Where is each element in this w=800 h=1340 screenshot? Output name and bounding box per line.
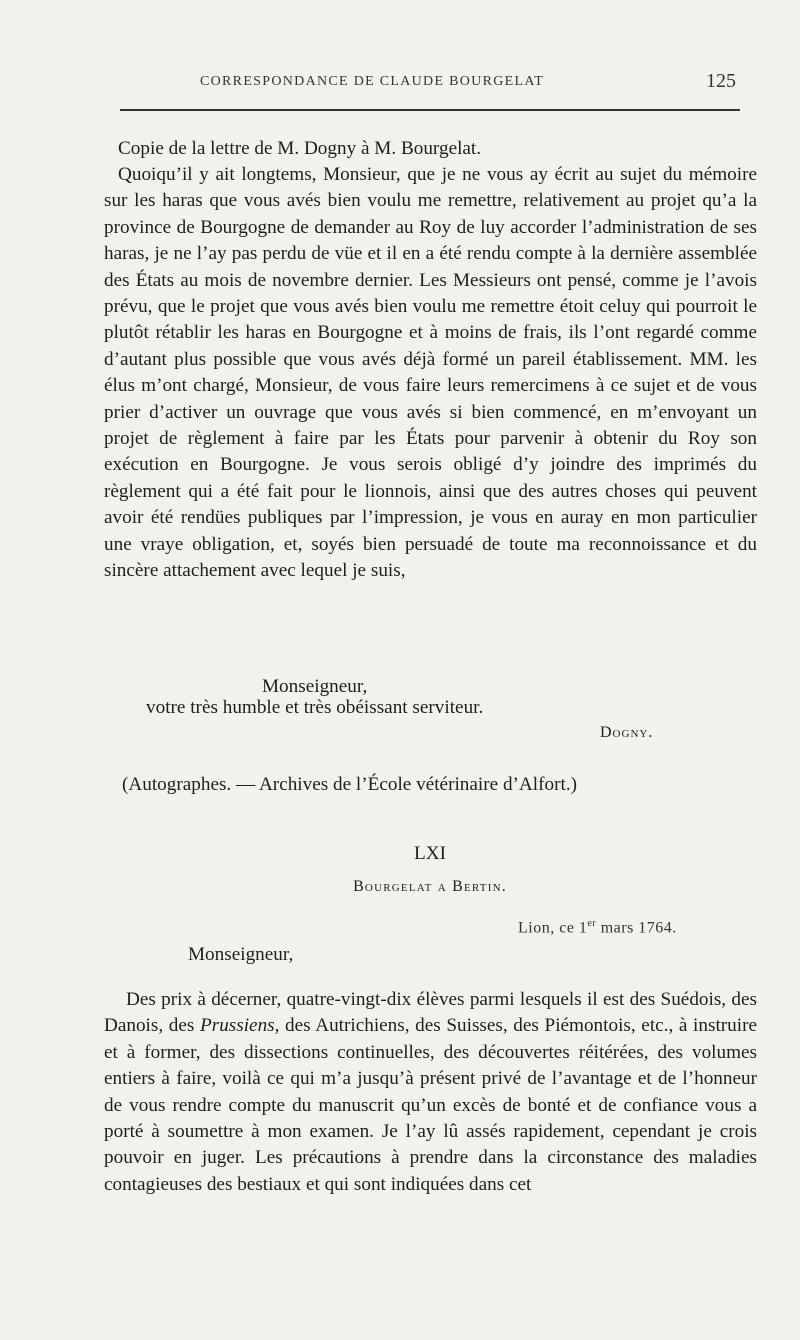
dateline [518,918,677,937]
dateline-text: Lion, ce 1 [518,919,588,937]
signature-dogny: Dogny. [600,724,654,741]
paragraph-text: Des prix à décerner, quatre-vingt-dix élèves parmi lesquels il est des Suédois, des Danois, des [104,989,757,1037]
dateline-text-end: mars 1764. [596,919,677,937]
closing-salutation: Monseigneur, [262,676,368,697]
running-head-title: CORRESPONDANCE DE CLAUDE BOURGELAT [200,74,545,89]
closing-formula: votre très humble et très obéissant serviteur. [146,697,484,718]
salutation: Monseigneur, [188,944,294,965]
bourgelat-letter-paragraph [104,987,757,1198]
source-note: (Autographes. — Archives de l’École vétérinaire d’Alfort.) [122,774,577,795]
header-rule-divider [120,109,740,111]
dateline-superscript: er [587,918,597,929]
letter-heading: Bourgelat a Bertin. [353,878,507,895]
dogny-letter-paragraph: Quoiqu’il y ait longtems, Monsieur, que je ne vous ay écrit au sujet du mémoire sur les haras que vous avés bien voulu me remettre, relativement au projet qu’a la province de Bourgogne de demander au Roy de luy accorder l’administration de ses haras, je ne l’ay pas perdu de vüe et il en a été rendu compte à la dernière assemblée des États au mois de novembre dernier. Les Messieurs ont pensé, comme je l’avois prévu, que le projet que vous avés bien voulu me remettre étoit celuy qui pourroit le plutôt rétablir les haras en Bourgogne et à moins de frais, ils l’ont regardé comme d’autant plus possible que vous avés déjà formé un pareil établissement. MM. les élus m’ont chargé, Monsieur, de vous faire leurs remercimens à ce sujet et de vous prier d’activer un ouvrage que vous avés si bien commencé, en m’envoyant un projet de règlement à faire par les États pour parvenir à obtenir du Roy son exécution en Bourgogne. Je vous serois obligé d’y joindre des imprimés du règlement qui a été fait pour le lionnois, ainsi que des autres choses qui peuvent avoir été rendües publiques par l’impression, je vous en auray en mon particulier une vraye obligation, et, soyés bien persuadé de toute ma reconnoissance et du sincère attachement avec lequel je suis, [104,164,757,582]
letter-number: LXI [414,843,446,864]
italic-word: Prussiens [200,1015,275,1037]
letter-copy-title: Copie de la lettre de M. Dogny à M. Bourgelat. [118,138,482,159]
page-number: 125 [706,70,736,92]
paragraph-text-cont: , des Autrichiens, des Suisses, des Piémontois, etc., à instruire et à former, des dissections continuelles, des découvertes réitérées, des volumes entiers à faire, voilà ce qui m’a jusqu’à présent privé de l’avantage et de l’honneur de vous rendre compte du manuscrit qu’un excès de bonté et de confiance vous a porté à soumettre à mon examen. Je l’ay lû assés rapidement, cependant je crois pouvoir en juger. Les précautions à prendre dans la circonstance des maladies contagieuses des bestiaux et qui sont indiquées dans cet [104,1015,757,1195]
